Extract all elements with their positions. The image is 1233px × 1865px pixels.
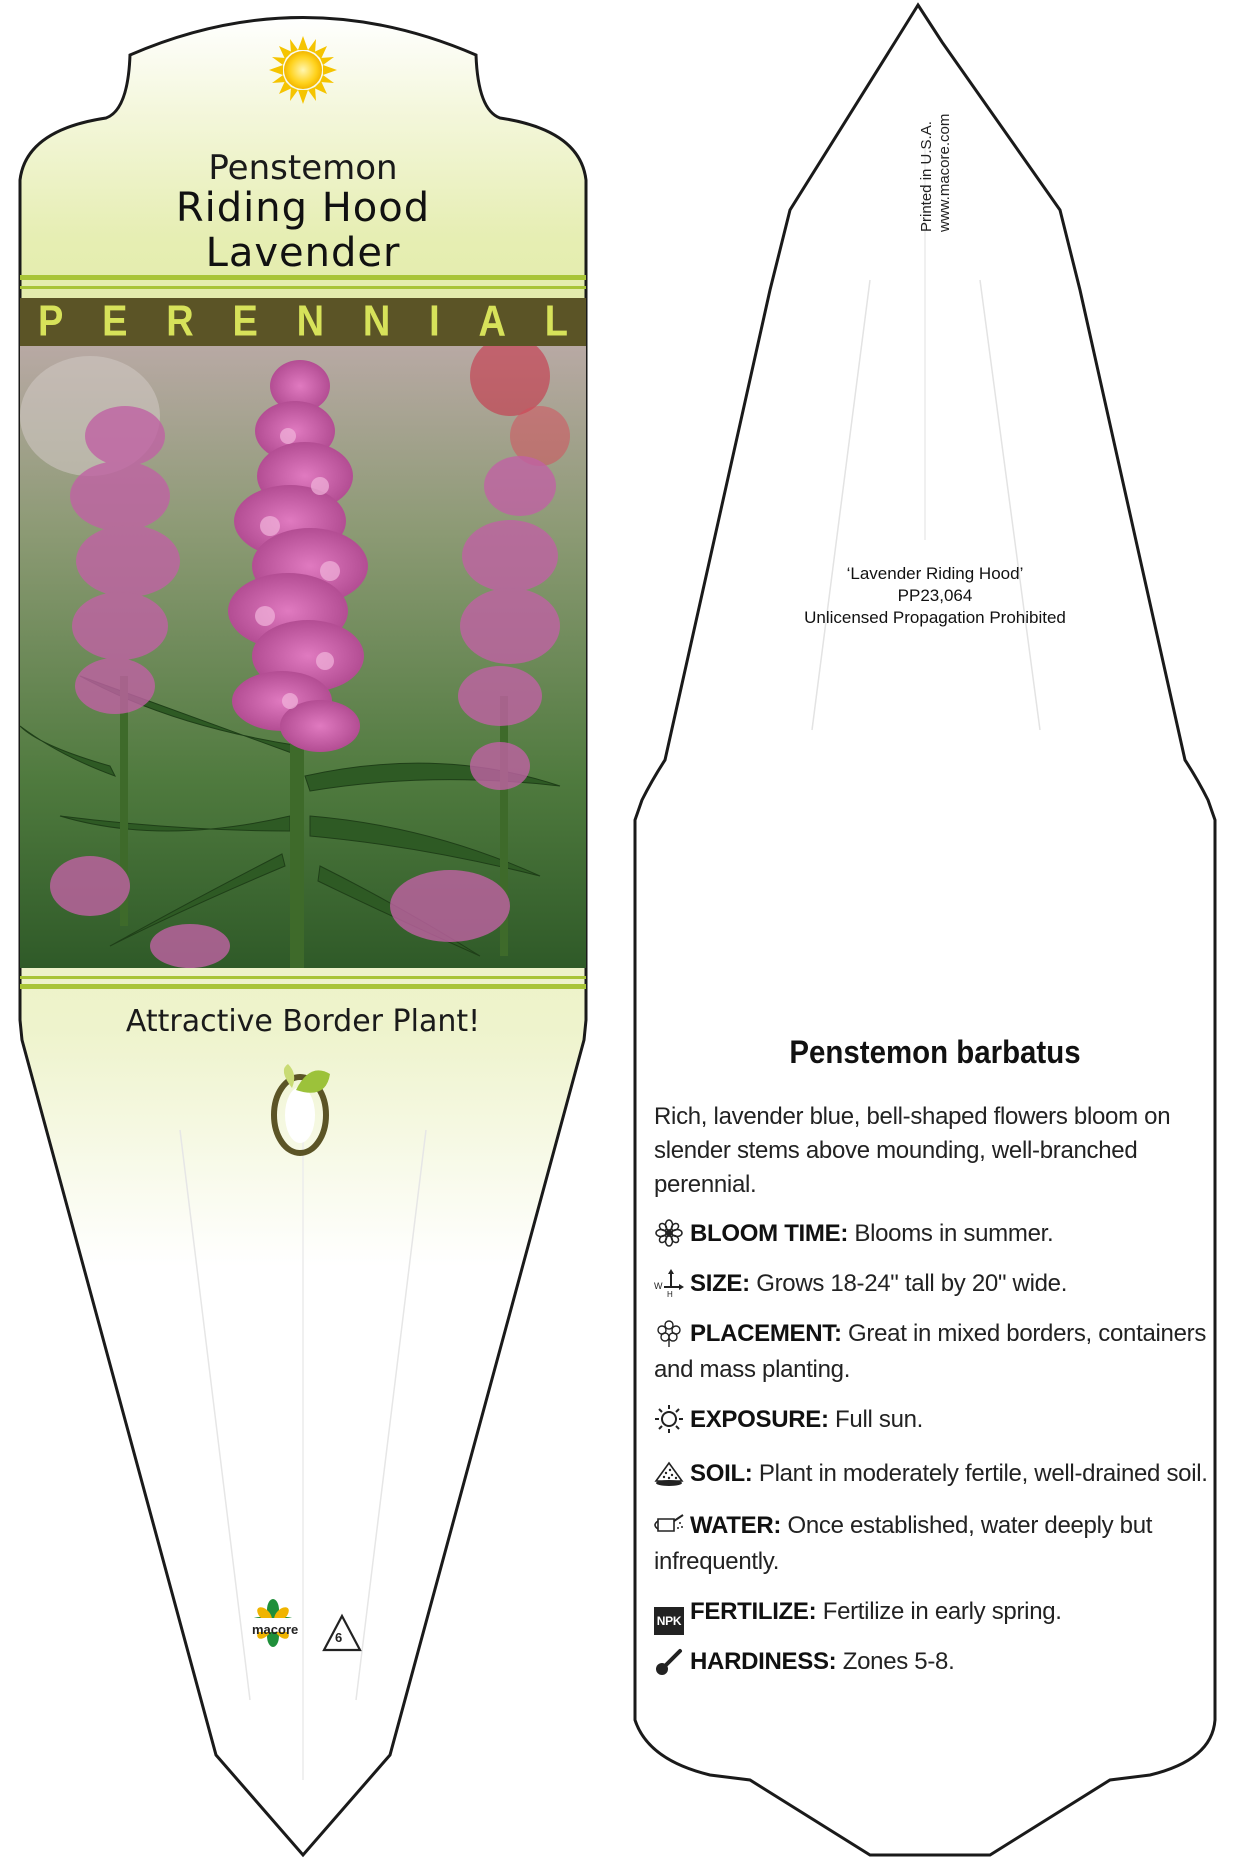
info-hardiness — [654, 1644, 1214, 1680]
size-icon-w: W — [654, 1281, 663, 1291]
bloom-time-text: Blooms in summer. — [854, 1220, 1054, 1247]
hardiness-text: Zones 5-8. — [842, 1648, 955, 1675]
fertilize-label: FERTILIZE: — [690, 1598, 817, 1625]
patent-warning: Unlicensed Propagation Prohibited — [804, 608, 1066, 627]
plant-variety-name — [20, 186, 586, 276]
sun-icon — [269, 36, 337, 104]
printed-line-2: www.macore.com — [936, 113, 953, 232]
recycle-code: 6 — [335, 1630, 343, 1645]
printed-line-1: Printed in U.S.A. — [918, 121, 935, 232]
front-tagline: Attractive Border Plant! — [125, 1004, 481, 1039]
placement-text: Great in mixed borders, containers and mass planting. — [654, 1320, 1207, 1383]
band-letter: E — [102, 297, 128, 346]
soil-text: Plant in moderately fertile, well-drained soil. — [758, 1460, 1208, 1487]
botanical-name: Penstemon barbatus — [789, 1034, 1081, 1070]
band-letter: N — [362, 297, 391, 346]
band-letter: P — [38, 297, 64, 346]
exposure-text: Full sun. — [835, 1406, 924, 1433]
band-letter: E — [232, 297, 258, 346]
fertilize-text: Fertilize in early spring. — [822, 1598, 1062, 1625]
bloom-time-label: BLOOM TIME: — [690, 1220, 849, 1247]
placement-icon — [654, 1319, 684, 1347]
soil-label: SOIL: — [690, 1460, 753, 1487]
plant-genus: Penstemon — [208, 148, 398, 188]
size-text: Grows 18-24" tall by 20" wide. — [756, 1270, 1068, 1297]
soil-icon — [654, 1459, 684, 1487]
watering-can-icon — [654, 1511, 684, 1539]
placement-label: PLACEMENT: — [690, 1320, 842, 1347]
thermometer-icon — [654, 1647, 684, 1675]
printed-in-usa — [918, 114, 954, 232]
macore-brand-text: macore — [252, 1622, 299, 1637]
info-size — [654, 1266, 1214, 1302]
info-exposure — [654, 1402, 1214, 1438]
info-water — [654, 1508, 1214, 1580]
band-letter: N — [296, 297, 325, 346]
npk-icon: NPK — [654, 1607, 684, 1635]
info-soil — [654, 1456, 1214, 1492]
perennial-band — [20, 298, 586, 346]
band-letter: A — [478, 297, 506, 346]
band-letter: I — [429, 297, 440, 346]
plant-photo — [20, 346, 586, 968]
variety-line-1: Riding Hood — [175, 185, 431, 231]
sun-outline-icon — [654, 1405, 684, 1433]
hardiness-label: HARDINESS: — [690, 1648, 837, 1675]
water-text: Once established, water deeply but infrequently. — [654, 1512, 1153, 1575]
patent-notice — [700, 563, 1170, 629]
flower-illustration — [20, 346, 586, 968]
variety-line-2: Lavender — [205, 230, 401, 276]
size-icon-h: H — [667, 1290, 673, 1297]
exposure-label: EXPOSURE: — [690, 1406, 829, 1433]
info-bloom-time — [654, 1216, 1214, 1252]
band-letter: L — [544, 297, 568, 346]
flower-icon — [654, 1219, 684, 1247]
size-icon — [654, 1269, 684, 1297]
size-label: SIZE: — [690, 1270, 750, 1297]
water-label: WATER: — [690, 1512, 782, 1539]
info-placement — [654, 1316, 1214, 1388]
patent-cultivar: ‘Lavender Riding Hood’ — [846, 564, 1024, 583]
plant-description: Rich, lavender blue, bell-shaped flowers bloom on slender stems above mounding, well-branched perennial. — [654, 1103, 1171, 1198]
info-fertilize — [654, 1594, 1214, 1635]
band-letter: R — [166, 297, 194, 346]
patent-number: PP23,064 — [897, 586, 973, 605]
